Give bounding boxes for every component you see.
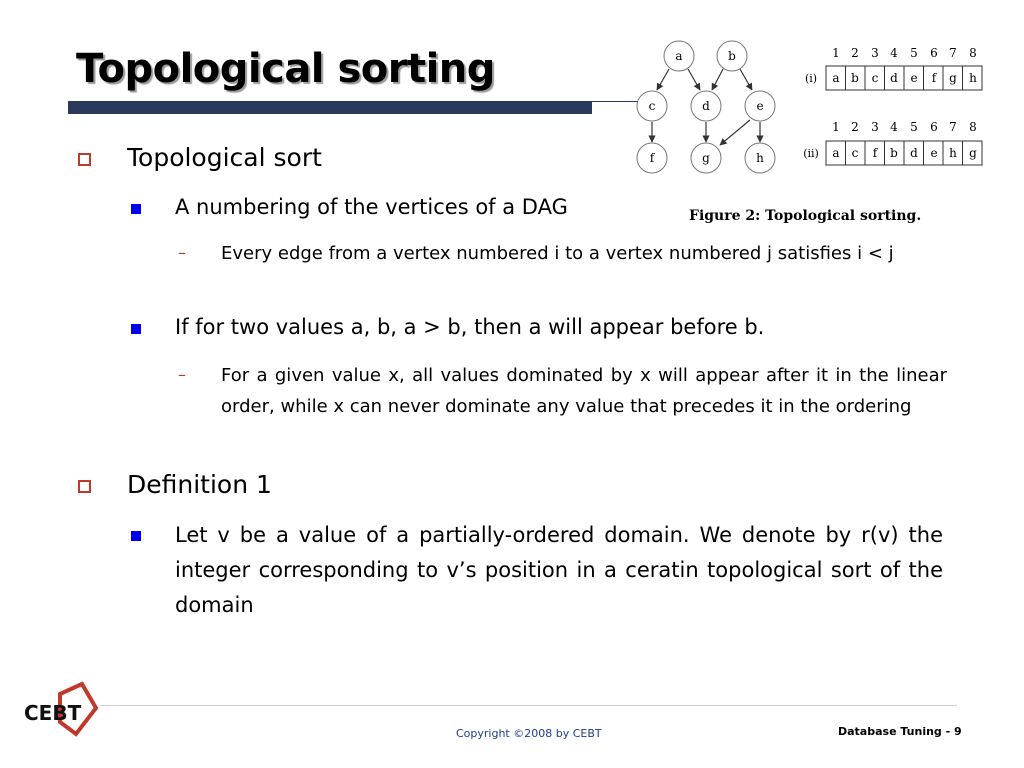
- node-e: [745, 91, 775, 121]
- positions-header-ii: [832, 120, 977, 134]
- topological-sort-figure: [600, 36, 1020, 236]
- svg-text:3: 3: [871, 120, 879, 134]
- svg-text:b: b: [728, 49, 736, 63]
- bullet-filled-square-icon: [131, 204, 141, 214]
- svg-text:a: a: [832, 146, 840, 160]
- node-f: [637, 143, 667, 173]
- footer-copyright: Copyright ©2008 by CEBT: [456, 727, 602, 740]
- svg-text:e: e: [756, 99, 764, 113]
- svg-text:d: d: [890, 71, 898, 85]
- svg-text:c: c: [871, 71, 879, 85]
- svg-text:8: 8: [969, 46, 977, 60]
- bullet-hollow-square-icon: [78, 153, 91, 166]
- svg-text:c: c: [648, 99, 656, 113]
- bullet-dash-icon: –: [178, 243, 186, 262]
- svg-text:h: h: [756, 151, 764, 165]
- svg-text:6: 6: [930, 120, 938, 134]
- svg-text:2: 2: [851, 120, 859, 134]
- node-c: [637, 91, 667, 121]
- svg-text:f: f: [649, 151, 655, 165]
- node-d: [691, 91, 721, 121]
- node-a: [664, 41, 694, 71]
- order-tables: [803, 46, 982, 165]
- row-ii-label: (ii): [803, 147, 819, 160]
- svg-text:1: 1: [832, 46, 840, 60]
- svg-text:4: 4: [890, 46, 898, 60]
- bullet-dag-numbering: A numbering of the vertices of a DAG: [175, 195, 568, 219]
- edge-a-c: [657, 69, 669, 90]
- svg-text:a: a: [675, 49, 683, 63]
- footer-page-number: Database Tuning - 9: [838, 725, 962, 738]
- node-h: [745, 143, 775, 173]
- svg-text:4: 4: [890, 120, 898, 134]
- title-underline-bar: [68, 101, 592, 114]
- edge-b-e: [740, 69, 752, 90]
- svg-text:c: c: [851, 146, 859, 160]
- svg-text:e: e: [930, 146, 938, 160]
- node-g: [691, 143, 721, 173]
- cebt-logo: [22, 680, 102, 740]
- node-b: [717, 41, 747, 71]
- svg-text:g: g: [969, 146, 977, 160]
- bullet-topological-sort: Topological sort: [127, 143, 322, 172]
- graph-nodes: [637, 41, 775, 173]
- bullet-order-values: If for two values a, b, a > b, then a will appear before b.: [175, 315, 765, 339]
- svg-text:5: 5: [910, 120, 918, 134]
- svg-text:5: 5: [910, 46, 918, 60]
- svg-text:b: b: [851, 71, 859, 85]
- svg-text:CEBT: CEBT: [24, 701, 82, 725]
- bullet-dash-icon: –: [178, 365, 186, 384]
- svg-text:g: g: [702, 151, 710, 165]
- svg-text:h: h: [949, 146, 957, 160]
- row-i-label: (i): [804, 72, 818, 85]
- slide-title: Topological sorting: [76, 46, 495, 92]
- svg-text:f: f: [872, 146, 878, 160]
- bullet-filled-square-icon: [131, 531, 141, 541]
- svg-text:d: d: [910, 146, 918, 160]
- svg-text:2: 2: [851, 46, 859, 60]
- svg-text:g: g: [949, 71, 957, 85]
- svg-text:e: e: [910, 71, 918, 85]
- positions-header-i: [832, 46, 977, 60]
- svg-text:f: f: [931, 71, 937, 85]
- bullet-hollow-square-icon: [78, 480, 91, 493]
- footer-divider: [100, 705, 957, 706]
- edge-a-d: [688, 69, 700, 90]
- svg-text:1: 1: [832, 120, 840, 134]
- bullet-definition-text: Let v be a value of a partially-ordered domain. We denote by r(v) the integer corresponding to v’s position in a ceratin topological sort of the domain: [175, 523, 943, 617]
- svg-text:a: a: [832, 71, 840, 85]
- svg-text:8: 8: [969, 120, 977, 134]
- svg-text:7: 7: [949, 46, 957, 60]
- svg-text:d: d: [702, 99, 710, 113]
- svg-text:7: 7: [949, 120, 957, 134]
- svg-text:h: h: [969, 71, 977, 85]
- svg-text:3: 3: [871, 46, 879, 60]
- svg-text:b: b: [890, 146, 898, 160]
- bullet-dominated-values: For a given value x, all values dominated by x will appear after it in the linear order, while x can never dominate any value that precedes it in the ordering: [221, 365, 947, 417]
- figure-caption: Figure 2: Topological sorting.: [689, 208, 922, 224]
- edge-e-g: [720, 120, 750, 145]
- bullet-filled-square-icon: [131, 324, 141, 334]
- bullet-definition-1: Definition 1: [127, 470, 272, 499]
- bullet-edge-condition: Every edge from a vertex numbered i to a vertex numbered j satisfies i < j: [221, 243, 894, 264]
- svg-text:6: 6: [930, 46, 938, 60]
- edge-b-d: [712, 69, 723, 90]
